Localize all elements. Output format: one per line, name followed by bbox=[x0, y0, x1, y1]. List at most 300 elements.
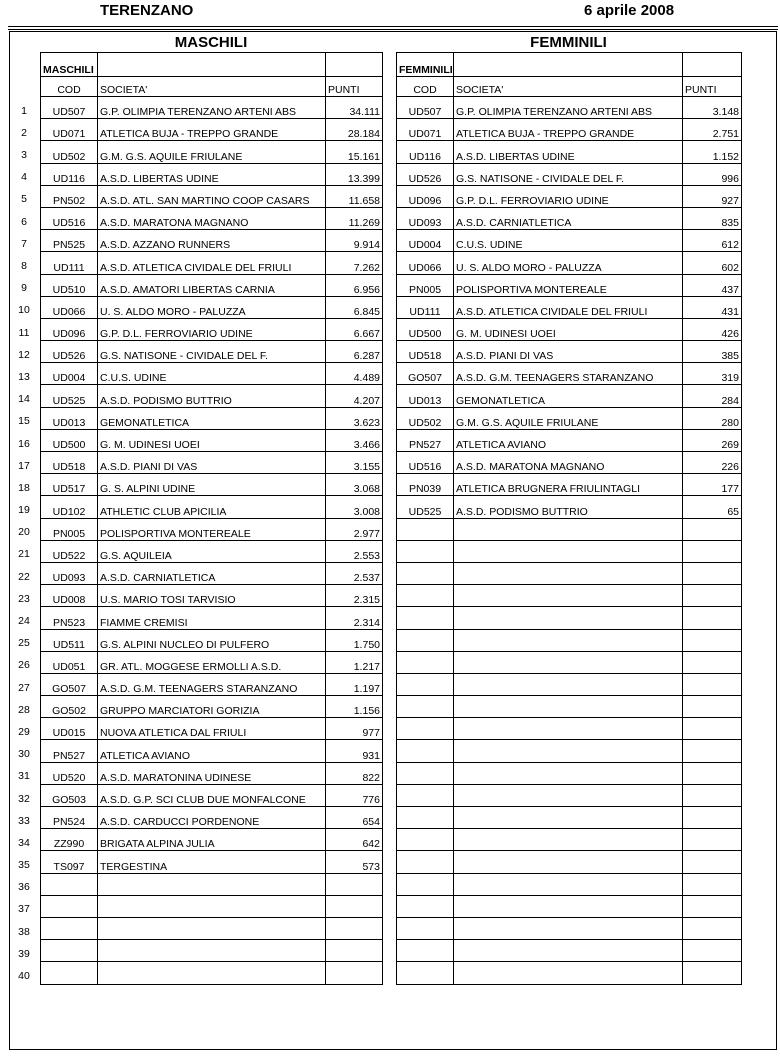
club-name: NUOVA ATLETICA DAL FRIULI bbox=[98, 718, 326, 740]
club-code: UD520 bbox=[41, 762, 98, 784]
club-name: A.S.D. ATL. SAN MARTINO COOP CASARS bbox=[98, 185, 326, 207]
table-row bbox=[41, 762, 383, 784]
empty-cell bbox=[683, 895, 742, 917]
table-row bbox=[41, 962, 383, 984]
maschili-title: MASCHILI bbox=[174, 34, 248, 51]
empty-cell bbox=[397, 762, 454, 784]
table-row bbox=[41, 385, 383, 407]
club-name: POLISPORTIVA MONTEREALE bbox=[98, 518, 326, 540]
club-name: ATLETICA BUJA - TREPPO GRANDE bbox=[98, 119, 326, 141]
femminili-label: FEMMINILI bbox=[397, 53, 454, 77]
club-code: UD093 bbox=[397, 207, 454, 229]
club-name: GEMONATLETICA bbox=[454, 385, 683, 407]
club-code: UD502 bbox=[41, 141, 98, 163]
empty-cell bbox=[683, 696, 742, 718]
table-row bbox=[397, 97, 742, 119]
empty-cell bbox=[454, 629, 683, 651]
club-code: UD116 bbox=[397, 141, 454, 163]
club-code: UD004 bbox=[397, 230, 454, 252]
club-name: G. M. UDINESI UOEI bbox=[454, 318, 683, 340]
club-code: UD500 bbox=[397, 318, 454, 340]
societa-header: SOCIETA' bbox=[98, 77, 326, 97]
club-points: 1.217 bbox=[326, 651, 383, 673]
table-row bbox=[41, 629, 383, 651]
club-points: 1.156 bbox=[326, 696, 383, 718]
club-name bbox=[98, 962, 326, 984]
table-row bbox=[41, 807, 383, 829]
table-row bbox=[397, 185, 742, 207]
rank-number: 38 bbox=[18, 925, 30, 938]
empty-cell bbox=[397, 651, 454, 673]
club-name: G.P. OLIMPIA TERENZANO ARTENI ABS bbox=[454, 97, 683, 119]
societa-header: SOCIETA' bbox=[454, 77, 683, 97]
empty-cell bbox=[683, 762, 742, 784]
rank-number: 17 bbox=[18, 459, 30, 472]
empty-cell bbox=[454, 807, 683, 829]
table-row bbox=[41, 452, 383, 474]
club-code: UD013 bbox=[41, 407, 98, 429]
empty-cell bbox=[683, 651, 742, 673]
club-name: G.S. NATISONE - CIVIDALE DEL F. bbox=[454, 163, 683, 185]
table-row bbox=[41, 230, 383, 252]
club-points: 602 bbox=[683, 252, 742, 274]
rank-number: 33 bbox=[18, 814, 30, 827]
maschili-header-row bbox=[41, 77, 383, 97]
empty-cell bbox=[683, 851, 742, 873]
empty-cell bbox=[683, 940, 742, 962]
club-points: 11.658 bbox=[326, 185, 383, 207]
club-points: 426 bbox=[683, 318, 742, 340]
club-code: UD525 bbox=[41, 385, 98, 407]
club-name: G.M. G.S. AQUILE FRIULANE bbox=[98, 141, 326, 163]
empty-cell bbox=[683, 807, 742, 829]
club-name bbox=[98, 895, 326, 917]
club-code: UD111 bbox=[41, 252, 98, 274]
club-code: UD066 bbox=[41, 296, 98, 318]
empty-cell bbox=[454, 651, 683, 673]
header-rule-top bbox=[8, 26, 778, 27]
empty-cell bbox=[397, 851, 454, 873]
femminili-table bbox=[396, 52, 742, 985]
club-code: UD518 bbox=[41, 452, 98, 474]
club-name: A.S.D. G.M. TEENAGERS STARANZANO bbox=[454, 363, 683, 385]
club-name: A.S.D. ATLETICA CIVIDALE DEL FRIULI bbox=[454, 296, 683, 318]
club-points bbox=[326, 940, 383, 962]
club-code: TS097 bbox=[41, 851, 98, 873]
table-row bbox=[41, 940, 383, 962]
club-name: G. M. UDINESI UOEI bbox=[98, 429, 326, 451]
club-code: PN527 bbox=[397, 429, 454, 451]
punti-header: PUNTI bbox=[326, 77, 383, 97]
empty-cell bbox=[397, 962, 454, 984]
rank-number: 14 bbox=[18, 393, 30, 406]
empty-cell bbox=[397, 807, 454, 829]
club-points: 437 bbox=[683, 274, 742, 296]
club-code: UD093 bbox=[41, 562, 98, 584]
club-name: G.M. G.S. AQUILE FRIULANE bbox=[454, 407, 683, 429]
empty-cell bbox=[397, 917, 454, 939]
club-code: UD096 bbox=[397, 185, 454, 207]
table-row bbox=[397, 607, 742, 629]
empty-cell bbox=[397, 629, 454, 651]
table-row bbox=[397, 163, 742, 185]
club-code: UD507 bbox=[397, 97, 454, 119]
rank-number: 7 bbox=[21, 237, 27, 250]
rank-number: 36 bbox=[18, 881, 30, 894]
club-points: 654 bbox=[326, 807, 383, 829]
club-name: G.S. ALPINI NUCLEO DI PULFERO bbox=[98, 629, 326, 651]
table-row bbox=[397, 807, 742, 829]
table-row bbox=[41, 141, 383, 163]
club-points bbox=[326, 962, 383, 984]
club-points: 34.111 bbox=[326, 97, 383, 119]
rank-number: 13 bbox=[18, 370, 30, 383]
table-row bbox=[397, 740, 742, 762]
empty-cell bbox=[454, 540, 683, 562]
empty-cell bbox=[397, 895, 454, 917]
rank-number: 10 bbox=[18, 304, 30, 317]
rank-number: 37 bbox=[18, 903, 30, 916]
club-code: UD511 bbox=[41, 629, 98, 651]
rank-number: 25 bbox=[18, 637, 30, 650]
table-row bbox=[397, 585, 742, 607]
club-points: 11.269 bbox=[326, 207, 383, 229]
femminili-title: FEMMINILI bbox=[530, 34, 607, 51]
table-row bbox=[41, 407, 383, 429]
empty-cell bbox=[326, 53, 383, 77]
club-code: UD518 bbox=[397, 341, 454, 363]
table-row bbox=[41, 895, 383, 917]
club-points: 3.148 bbox=[683, 97, 742, 119]
club-points: 385 bbox=[683, 341, 742, 363]
club-points: 431 bbox=[683, 296, 742, 318]
table-row bbox=[397, 207, 742, 229]
club-points: 3.068 bbox=[326, 474, 383, 496]
club-points: 6.845 bbox=[326, 296, 383, 318]
table-row bbox=[41, 696, 383, 718]
club-code: UD051 bbox=[41, 651, 98, 673]
table-row bbox=[397, 252, 742, 274]
club-name bbox=[98, 917, 326, 939]
club-points: 2.553 bbox=[326, 540, 383, 562]
club-code: ZZ990 bbox=[41, 829, 98, 851]
rank-number: 20 bbox=[18, 526, 30, 539]
event-place: TERENZANO bbox=[100, 2, 194, 19]
empty-cell bbox=[397, 562, 454, 584]
table-row bbox=[397, 141, 742, 163]
club-points: 822 bbox=[326, 762, 383, 784]
empty-cell bbox=[397, 873, 454, 895]
empty-cell bbox=[454, 917, 683, 939]
club-code: UD096 bbox=[41, 318, 98, 340]
table-row bbox=[41, 163, 383, 185]
club-points: 3.155 bbox=[326, 452, 383, 474]
empty-cell bbox=[683, 540, 742, 562]
rank-number: 28 bbox=[18, 703, 30, 716]
club-name: U. S. ALDO MORO - PALUZZA bbox=[454, 252, 683, 274]
club-points: 996 bbox=[683, 163, 742, 185]
club-code: UD015 bbox=[41, 718, 98, 740]
table-row bbox=[397, 562, 742, 584]
club-points: 927 bbox=[683, 185, 742, 207]
rank-number: 27 bbox=[18, 681, 30, 694]
club-name: A.S.D. LIBERTAS UDINE bbox=[98, 163, 326, 185]
rank-number: 30 bbox=[18, 748, 30, 761]
table-row bbox=[41, 540, 383, 562]
empty-cell bbox=[454, 518, 683, 540]
empty-cell bbox=[683, 53, 742, 77]
table-row bbox=[397, 540, 742, 562]
club-code bbox=[41, 895, 98, 917]
club-points: 612 bbox=[683, 230, 742, 252]
club-points: 3.623 bbox=[326, 407, 383, 429]
club-points: 3.466 bbox=[326, 429, 383, 451]
club-points bbox=[326, 873, 383, 895]
club-code: PN523 bbox=[41, 607, 98, 629]
table-row bbox=[397, 318, 742, 340]
club-name: A.S.D. ATLETICA CIVIDALE DEL FRIULI bbox=[98, 252, 326, 274]
club-points: 15.161 bbox=[326, 141, 383, 163]
empty-cell bbox=[454, 673, 683, 695]
club-name: A.S.D. CARNIATLETICA bbox=[454, 207, 683, 229]
cod-header: COD bbox=[41, 77, 98, 97]
club-points: 4.207 bbox=[326, 385, 383, 407]
rank-number: 15 bbox=[18, 415, 30, 428]
rank-number: 16 bbox=[18, 437, 30, 450]
club-code: UD111 bbox=[397, 296, 454, 318]
empty-cell bbox=[454, 762, 683, 784]
table-row bbox=[41, 474, 383, 496]
club-name: ATHLETIC CLUB APICILIA bbox=[98, 496, 326, 518]
empty-cell bbox=[683, 518, 742, 540]
empty-cell bbox=[683, 962, 742, 984]
club-name: A.S.D. G.M. TEENAGERS STARANZANO bbox=[98, 673, 326, 695]
club-points: 2.751 bbox=[683, 119, 742, 141]
club-name: ATLETICA BRUGNERA FRIULINTAGLI bbox=[454, 474, 683, 496]
empty-cell bbox=[683, 917, 742, 939]
club-points: 1.197 bbox=[326, 673, 383, 695]
table-row bbox=[41, 363, 383, 385]
club-points: 28.184 bbox=[326, 119, 383, 141]
club-code: UD066 bbox=[397, 252, 454, 274]
club-code bbox=[41, 940, 98, 962]
empty-cell bbox=[454, 585, 683, 607]
table-row bbox=[41, 829, 383, 851]
empty-cell bbox=[683, 718, 742, 740]
table-row bbox=[397, 629, 742, 651]
cod-header: COD bbox=[397, 77, 454, 97]
club-name: G.P. OLIMPIA TERENZANO ARTENI ABS bbox=[98, 97, 326, 119]
empty-cell bbox=[683, 740, 742, 762]
maschili-label-row bbox=[41, 53, 383, 77]
table-row bbox=[397, 119, 742, 141]
club-name: A.S.D. AMATORI LIBERTAS CARNIA bbox=[98, 274, 326, 296]
rank-number: 23 bbox=[18, 592, 30, 605]
table-row bbox=[41, 518, 383, 540]
rank-number: 32 bbox=[18, 792, 30, 805]
maschili-label: MASCHILI bbox=[41, 53, 98, 77]
femminili-label-row bbox=[397, 53, 742, 77]
table-row bbox=[397, 274, 742, 296]
table-row bbox=[397, 651, 742, 673]
table-row bbox=[397, 363, 742, 385]
club-name: G.P. D.L. FERROVIARIO UDINE bbox=[454, 185, 683, 207]
table-row bbox=[41, 917, 383, 939]
rank-number: 9 bbox=[21, 282, 27, 295]
club-points: 319 bbox=[683, 363, 742, 385]
table-row bbox=[41, 207, 383, 229]
club-points: 284 bbox=[683, 385, 742, 407]
club-points: 2.977 bbox=[326, 518, 383, 540]
club-code: PN527 bbox=[41, 740, 98, 762]
table-row bbox=[41, 296, 383, 318]
table-row bbox=[41, 341, 383, 363]
club-code bbox=[41, 962, 98, 984]
club-name: GEMONATLETICA bbox=[98, 407, 326, 429]
club-code: PN039 bbox=[397, 474, 454, 496]
table-row bbox=[41, 740, 383, 762]
rank-number: 21 bbox=[18, 548, 30, 561]
club-code: UD116 bbox=[41, 163, 98, 185]
table-row bbox=[41, 784, 383, 806]
table-row bbox=[41, 429, 383, 451]
club-code: PN524 bbox=[41, 807, 98, 829]
club-code: UD516 bbox=[41, 207, 98, 229]
empty-cell bbox=[454, 607, 683, 629]
empty-cell bbox=[454, 895, 683, 917]
club-points: 6.667 bbox=[326, 318, 383, 340]
empty-cell bbox=[454, 851, 683, 873]
rank-number: 26 bbox=[18, 659, 30, 672]
empty-cell bbox=[397, 718, 454, 740]
club-name: A.S.D. CARDUCCI PORDENONE bbox=[98, 807, 326, 829]
club-code: UD522 bbox=[41, 540, 98, 562]
rank-number: 1 bbox=[21, 104, 27, 117]
table-row bbox=[397, 718, 742, 740]
rank-number: 6 bbox=[21, 215, 27, 228]
club-points: 1.750 bbox=[326, 629, 383, 651]
club-code: PN502 bbox=[41, 185, 98, 207]
table-row bbox=[41, 252, 383, 274]
table-row bbox=[397, 696, 742, 718]
club-points: 177 bbox=[683, 474, 742, 496]
club-name: A.S.D. MARATONA MAGNANO bbox=[454, 452, 683, 474]
club-name: G.S. AQUILEIA bbox=[98, 540, 326, 562]
table-row bbox=[41, 873, 383, 895]
empty-cell bbox=[454, 962, 683, 984]
rank-number: 2 bbox=[21, 126, 27, 139]
club-points: 4.489 bbox=[326, 363, 383, 385]
club-code: UD526 bbox=[41, 341, 98, 363]
empty-cell bbox=[683, 873, 742, 895]
rank-number: 11 bbox=[18, 326, 30, 339]
table-row bbox=[41, 851, 383, 873]
rank-number: 19 bbox=[18, 504, 30, 517]
club-points: 776 bbox=[326, 784, 383, 806]
table-row bbox=[397, 296, 742, 318]
table-row bbox=[41, 562, 383, 584]
empty-cell bbox=[683, 673, 742, 695]
club-code bbox=[41, 917, 98, 939]
table-row bbox=[397, 496, 742, 518]
table-row bbox=[397, 829, 742, 851]
table-row bbox=[41, 585, 383, 607]
table-row bbox=[397, 452, 742, 474]
club-points: 269 bbox=[683, 429, 742, 451]
club-code: UD013 bbox=[397, 385, 454, 407]
empty-cell bbox=[98, 53, 326, 77]
club-code: GO507 bbox=[397, 363, 454, 385]
club-name: A.S.D. PIANI DI VAS bbox=[98, 452, 326, 474]
club-code: UD516 bbox=[397, 452, 454, 474]
club-name: ATLETICA BUJA - TREPPO GRANDE bbox=[454, 119, 683, 141]
club-name bbox=[98, 873, 326, 895]
empty-cell bbox=[397, 673, 454, 695]
rank-number: 35 bbox=[18, 859, 30, 872]
empty-cell bbox=[397, 784, 454, 806]
empty-cell bbox=[397, 540, 454, 562]
empty-cell bbox=[397, 696, 454, 718]
club-name: A.S.D. G.P. SCI CLUB DUE MONFALCONE bbox=[98, 784, 326, 806]
table-row bbox=[41, 718, 383, 740]
club-code: UD008 bbox=[41, 585, 98, 607]
club-name: GR. ATL. MOGGESE ERMOLLI A.S.D. bbox=[98, 651, 326, 673]
club-code: GO503 bbox=[41, 784, 98, 806]
rank-number: 34 bbox=[18, 836, 30, 849]
club-code: UD525 bbox=[397, 496, 454, 518]
club-points: 3.008 bbox=[326, 496, 383, 518]
femminili-header-row bbox=[397, 77, 742, 97]
empty-cell bbox=[454, 873, 683, 895]
empty-cell bbox=[397, 585, 454, 607]
rank-number: 22 bbox=[18, 570, 30, 583]
maschili-table bbox=[40, 52, 383, 985]
club-code: UD004 bbox=[41, 363, 98, 385]
club-points: 226 bbox=[683, 452, 742, 474]
club-name: G.S. NATISONE - CIVIDALE DEL F. bbox=[98, 341, 326, 363]
rank-number: 5 bbox=[21, 193, 27, 206]
table-row bbox=[397, 873, 742, 895]
table-row bbox=[41, 651, 383, 673]
club-name bbox=[98, 940, 326, 962]
table-row bbox=[41, 119, 383, 141]
table-row bbox=[41, 274, 383, 296]
rank-number: 40 bbox=[18, 970, 30, 982]
club-code: PN525 bbox=[41, 230, 98, 252]
rank-number: 18 bbox=[18, 481, 30, 494]
empty-cell bbox=[683, 607, 742, 629]
club-name: TERGESTINA bbox=[98, 851, 326, 873]
table-row bbox=[41, 185, 383, 207]
empty-cell bbox=[683, 562, 742, 584]
club-name: A.S.D. MARATONINA UDINESE bbox=[98, 762, 326, 784]
empty-cell bbox=[454, 718, 683, 740]
club-name: G. S. ALPINI UDINE bbox=[98, 474, 326, 496]
club-code: GO502 bbox=[41, 696, 98, 718]
club-points bbox=[326, 895, 383, 917]
table-row bbox=[397, 230, 742, 252]
club-name: FIAMME CREMISI bbox=[98, 607, 326, 629]
club-name: ATLETICA AVIANO bbox=[454, 429, 683, 451]
table-row bbox=[397, 673, 742, 695]
club-code: UD102 bbox=[41, 496, 98, 518]
club-code: PN005 bbox=[41, 518, 98, 540]
table-row bbox=[397, 762, 742, 784]
club-points: 2.315 bbox=[326, 585, 383, 607]
empty-cell bbox=[454, 829, 683, 851]
club-points: 977 bbox=[326, 718, 383, 740]
club-name: A.S.D. PODISMO BUTTRIO bbox=[98, 385, 326, 407]
